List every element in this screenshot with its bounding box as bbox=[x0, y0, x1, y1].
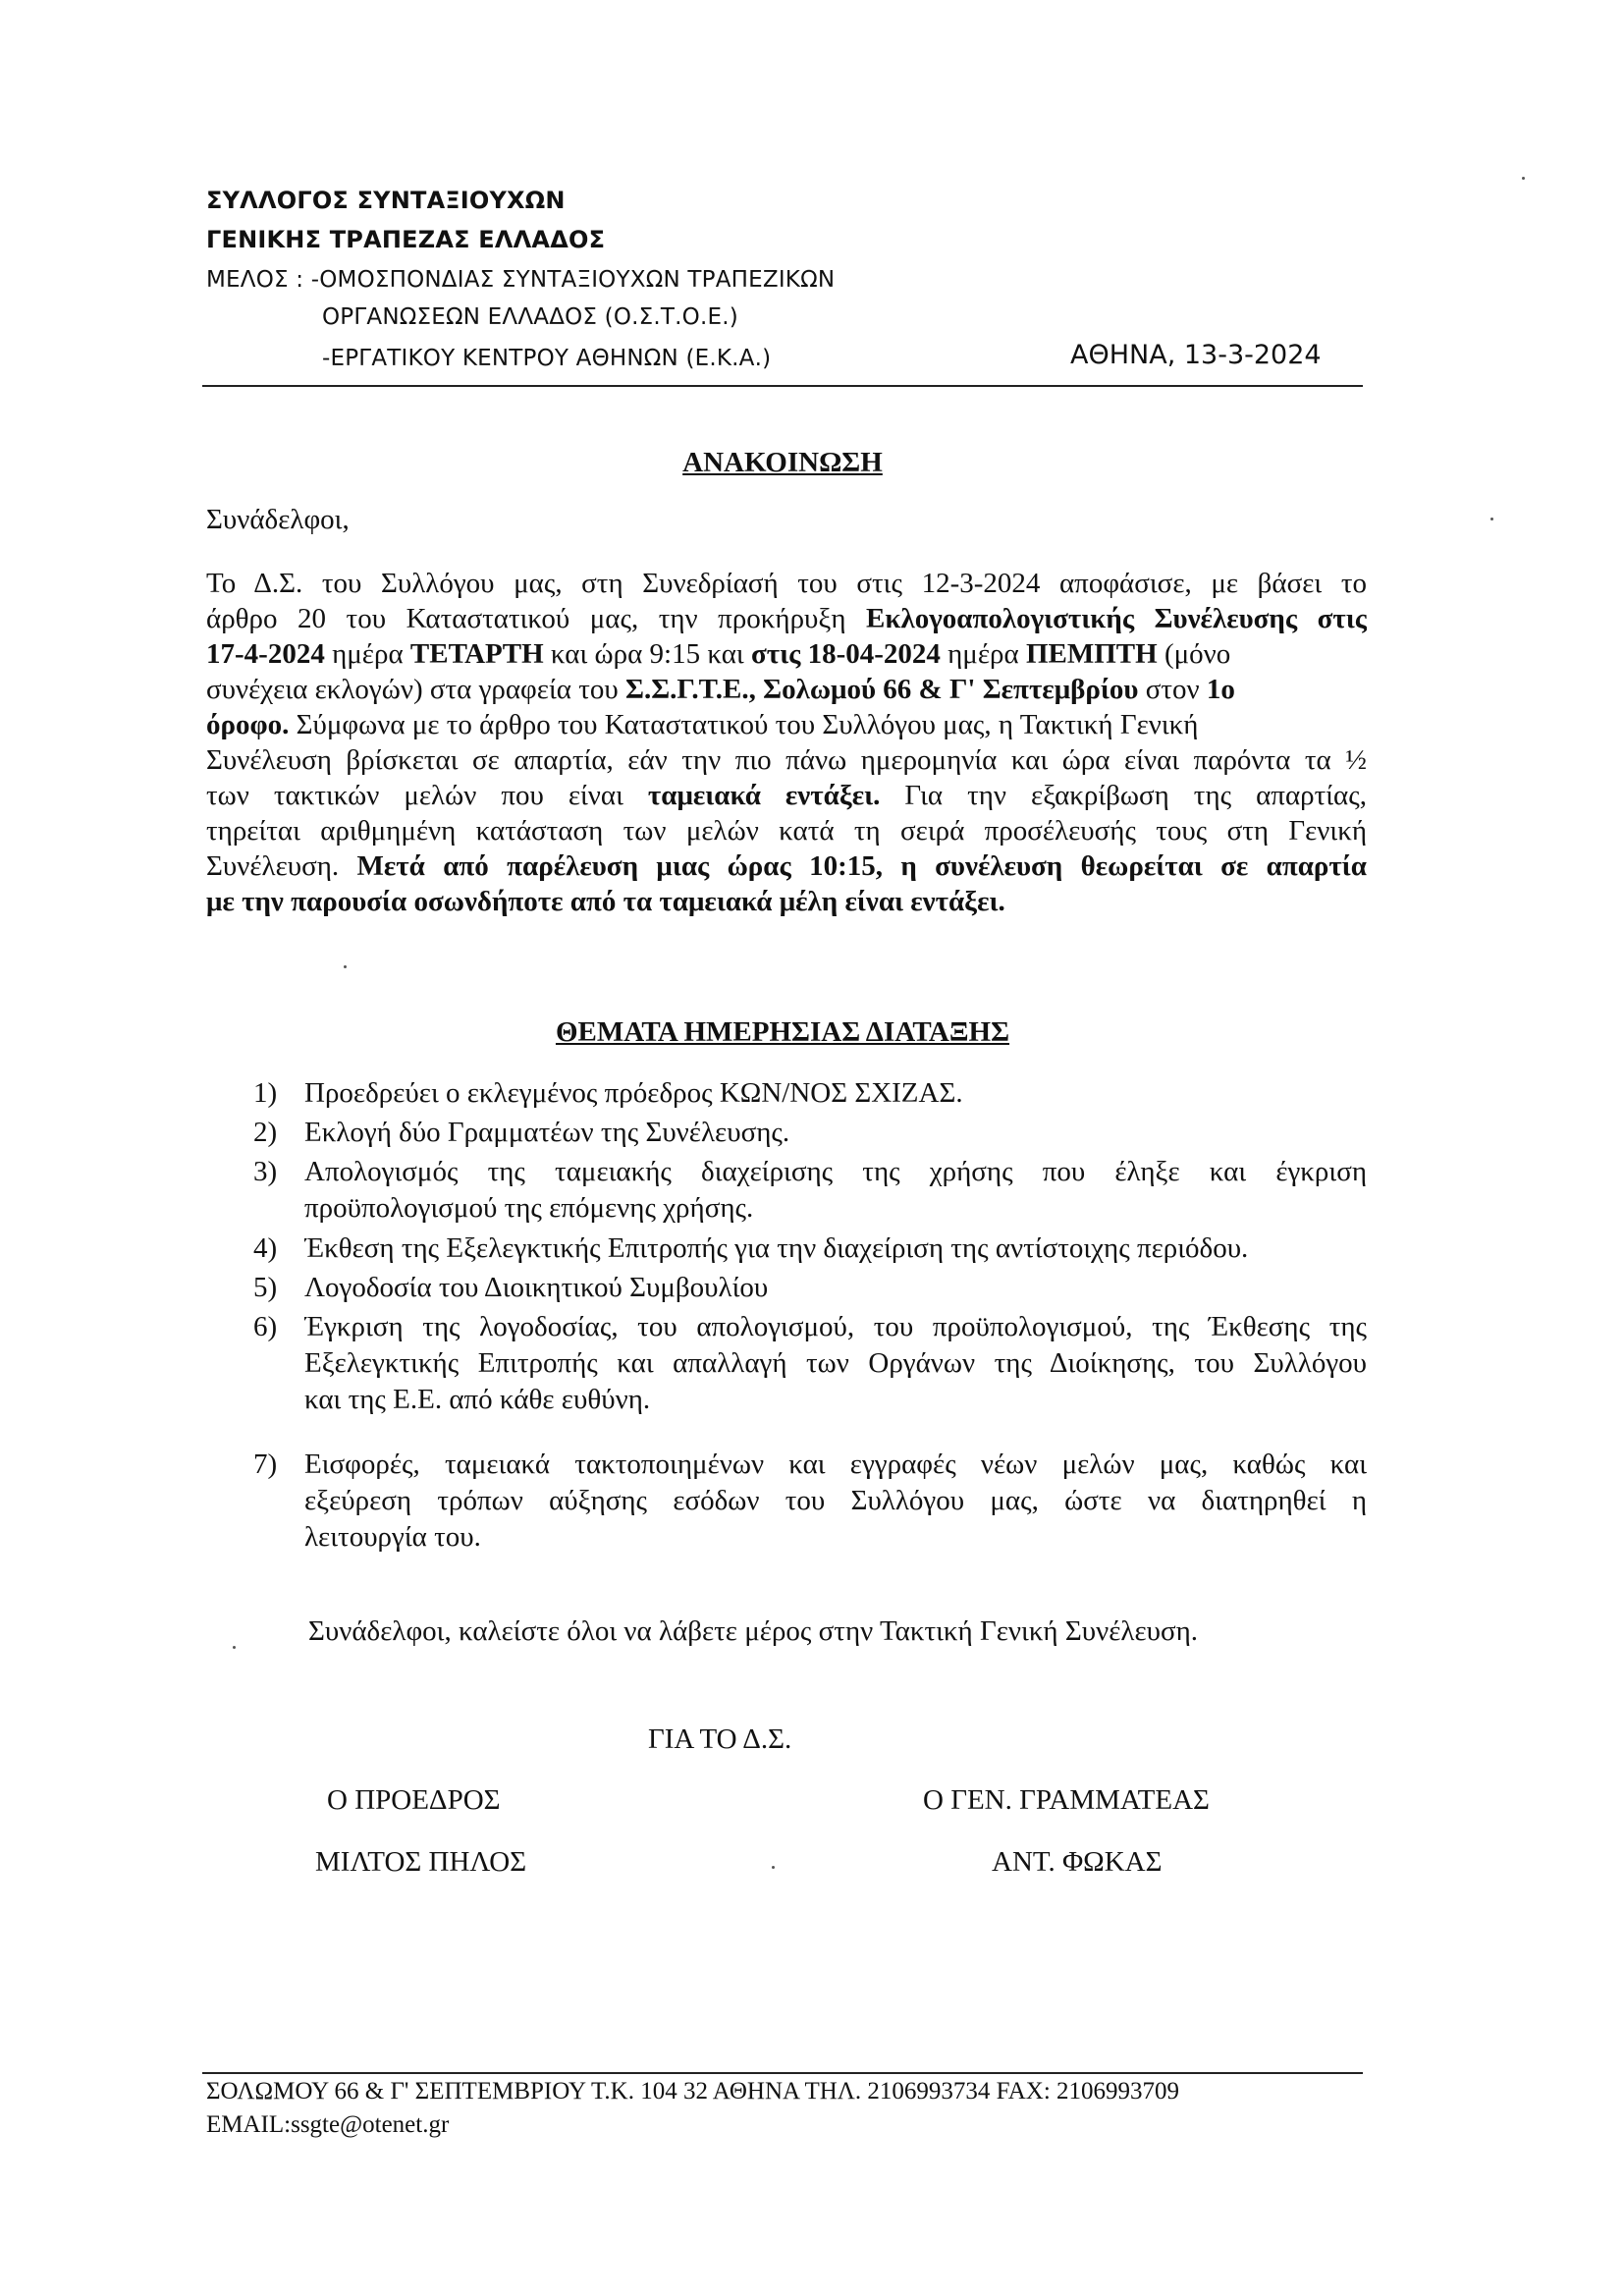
footer-address: ΣΟΛΩΜΟΥ 66 & Γ' ΣΕΠΤΕΜΒΡΙΟΥ Τ.Κ. 104 32 ΑΘΗΝΑ ΤΗΛ. 2106993734 FAX: 2106993709 bbox=[206, 2078, 1180, 2105]
secretary-name: ΑΝΤ. ΦΩΚΑΣ bbox=[992, 1846, 1163, 1878]
scan-speck bbox=[233, 1646, 236, 1649]
first-day: ΤΕΤΑΡΤΗ bbox=[409, 638, 544, 670]
body-line-9: Συνέλευση. Μετά από παρέλευση μιας ώρας 10:15, η συνέλευση θεωρείται σε απαρτία bbox=[206, 850, 1367, 882]
secretary-title: Ο ΓΕΝ. ΓΡΑΜΜΑΤΕΑΣ bbox=[923, 1784, 1210, 1816]
document-page: ΣΥΛΛΟΓΟΣ ΣΥΝΤΑΞΙΟΥΧΩΝ ΓΕΝΙΚΗΣ ΤΡΑΠΕΖΑΣ ΕΛΛΑΔΟΣ ΜΕΛΟΣ : -ΟΜΟΣΠΟΝΔΙΑΣ ΣΥΝΤΑΞΙΟΥΧΩΝ ΤΡΑΠΕΖΙΚΩΝ ΟΡΓΑΝΩΣΕΩΝ ΕΛΛΑΔΟΣ (Ο.Σ.Τ.Ο.Ε.) -ΕΡΓΑΤΙΚΟΥ ΚΕΝΤΡΟΥ ΑΘΗΝΩΝ (Ε.Κ.Α.) ΑΘΗΝΑ, 13-3-2024 ΑΝΑΚΟΙΝΩΣΗ Συνάδελφοι, Το Δ.Σ. του Συλλόγου μας, στη Συνεδρίασή του στις 12-3-2024 αποφάσισε, με βάσει το άρθρο 20 του Καταστατικού μας, την προκήρυξη Εκλογοαπολογιστικής Συνέλευσης στις 17-4-2024 ημέρα ΤΕΤΑΡΤΗ και ώρα 9:15 και στις 18-04-2024 ημέρα ΠΕΜΠΤΗ (μόνο συνέχεια εκλογών) στα γραφεία του Σ.Σ.Γ.Τ.Ε., Σολωμού 66 & Γ' Σεπτεμβρίου στον 1ο όροφο. Σύμφωνα με το άρθρο του Καταστατικού του Συλλόγου μας, η Τακτική Γενική Συνέλευση βρίσκεται σε απαρτία, εάν την πιο πάνω ημερομηνία και ώρα είναι παρόντα τα ½ των τακτικών μελών που είναι ταμειακά εντάξει. Για την εξακρίβωση της απαρτίας, τηρείται αριθμημένη κατάσταση των μελών κατά τη σειρά προσέλευσής τους στη Γενική Συνέλευση. Μετά από παρέλευση μιας ώρας 10:15, η συνέλευση θεωρείται σε απαρτία με την παρουσία οσωνδήποτε από τα ταμειακά μέλη είναι εντάξει. ΘΕΜΑΤΑ ΗΜΕΡΗΣΙΑΣ ΔΙΑΤΑΞΗΣ 1) Προεδρεύει ο εκλεγμένος πρόεδρος ΚΩΝ/ΝΟΣ ΣΧΙΖΑΣ. 2) Εκλογή δύο Γραμματέων της Συνέλευσης. 3) Απολογισμός της ταμειακής διαχείρισης της χρήσης που έληξε και έγκριση προϋπολογισμού της επόμενης χρήσης. 4) Έκθεση της Εξελεγκτικής Επιτροπής για την διαχείριση της αντίστοιχης περιόδου. 5) Λογοδοσία του Διοικητικού Συμβουλίου 6) Έγκριση της λογοδοσίας, του απολογισμού, του προϋπολογισμού, της Έκθεσης της Εξελεγκτικής Επιτροπής και απαλλαγή των Οργάνων της Διοίκησης, του Συλλόγου και της Ε.Ε. από κάθε ευθύνη. 7) Εισφορές, ταμειακά τακτοποιημένων και εγγραφές νέων μελών μας, καθώς και εξεύρεση τρόπων αύξησης εσόδων του Συλλόγου μας, ώστε να διατηρηθεί η λειτουργία του. Συνάδελφοι, καλείστε όλοι να λάβετε μέρος στην Τακτική Γενική Συνέλευση. ΓΙΑ ΤΟ Δ.Σ. Ο ΠΡΟΕΔΡΟΣ Ο ΓΕΝ. ΓΡΑΜΜΑΤΕΑΣ ΜΙΛΤΟΣ ΠΗΛΟΣ ΑΝΤ. ΦΩΚΑΣ ΣΟΛΩΜΟΥ 66 & Γ' ΣΕΠΤΕΜΒΡΙΟΥ Τ.Κ. 104 32 ΑΘΗΝΑ ΤΗΛ. 2106993734 FAX: 2106993709 EMAIL:ssgte@otenet.gr bbox=[0, 0, 1624, 2296]
scan-speck bbox=[1522, 177, 1525, 180]
body-line-6: Συνέλευση βρίσκεται σε απαρτία, εάν την πιο πάνω ημερομηνία και ώρα είναι παρόντα τα ½ bbox=[206, 744, 1367, 776]
membership-line3: -ΕΡΓΑΤΙΚΟΥ ΚΕΝΤΡΟΥ ΑΘΗΝΩΝ (Ε.Κ.Α.) bbox=[322, 346, 772, 371]
org-name-line1: ΣΥΛΛΟΓΟΣ ΣΥΝΤΑΞΙΟΥΧΩΝ bbox=[206, 187, 566, 214]
scan-speck bbox=[1490, 518, 1493, 520]
body-line-4: συνέχεια εκλογών) στα γραφεία του Σ.Σ.Γ.Τ.Ε., Σολωμού 66 & Γ' Σεπτεμβρίου στον 1ο bbox=[206, 674, 1235, 705]
membership-line1: ΜΕΛΟΣ : -ΟΜΟΣΠΟΝΔΙΑΣ ΣΥΝΤΑΞΙΟΥΧΩΝ ΤΡΑΠΕΖΙΚΩΝ bbox=[206, 267, 836, 293]
president-title: Ο ΠΡΟΕΔΡΟΣ bbox=[327, 1784, 501, 1816]
body-line-7: των τακτικών μελών που είναι ταμειακά εντάξει. Για την εξακρίβωση της απαρτίας, bbox=[206, 780, 1367, 811]
membership-line2: ΟΡΓΑΝΩΣΕΩΝ ΕΛΛΑΔΟΣ (Ο.Σ.Τ.Ο.Ε.) bbox=[322, 304, 738, 330]
scan-speck bbox=[772, 1866, 775, 1869]
first-date: 17-4-2024 bbox=[206, 638, 325, 670]
closing-invitation: Συνάδελφοι, καλείστε όλοι να λάβετε μέρος στην Τακτική Γενική Συνέλευση. bbox=[308, 1615, 1199, 1647]
header-divider bbox=[202, 385, 1363, 387]
announcement-title: ΑΝΑΚΟΙΝΩΣΗ bbox=[682, 447, 883, 478]
second-day: ΠΕΜΠΤΗ bbox=[1025, 638, 1158, 670]
scan-speck bbox=[344, 965, 347, 968]
document-date: ΑΘΗΝΑ, 13-3-2024 bbox=[1070, 340, 1322, 370]
for-board-label: ΓΙΑ ΤΟ Δ.Σ. bbox=[648, 1723, 792, 1755]
org-name-line2: ΓΕΝΙΚΗΣ ΤΡΑΠΕΖΑΣ ΕΛΛΑΔΟΣ bbox=[206, 226, 606, 253]
president-name: ΜΙΛΤΟΣ ΠΗΛΟΣ bbox=[315, 1846, 527, 1878]
body-line-1: Το Δ.Σ. του Συλλόγου μας, στη Συνεδρίασή του στις 12-3-2024 αποφάσισε, με βάσει το bbox=[206, 568, 1367, 599]
quorum-note: Μετά από παρέλευση μιας ώρας 10:15, η συνέλευση θεωρείται σε απαρτία bbox=[356, 850, 1367, 882]
assembly-type: Εκλογοαπολογιστικής Συνέλευσης στις bbox=[866, 603, 1367, 634]
body-line-10: με την παρουσία οσωνδήποτε από τα ταμειακά μέλη είναι εντάξει. bbox=[206, 886, 1005, 917]
body-line-8: τηρείται αριθμημένη κατάσταση των μελών κατά τη σειρά προσέλευσής τους στη Γενική bbox=[206, 815, 1367, 847]
greeting: Συνάδελφοι, bbox=[206, 504, 350, 535]
agenda-title: ΘΕΜΑΤΑ ΗΜΕΡΗΣΙΑΣ ΔΙΑΤΑΞΗΣ bbox=[555, 1016, 1010, 1048]
body-line-5: όροφο. Σύμφωνα με το άρθρο του Καταστατικού του Συλλόγου μας, η Τακτική Γενική bbox=[206, 709, 1199, 740]
footer-email: EMAIL:ssgte@otenet.gr bbox=[206, 2111, 450, 2138]
meeting-address: Σ.Σ.Γ.Τ.Ε., Σολωμού 66 & Γ' Σεπτεμβρίου bbox=[625, 674, 1139, 705]
footer-divider bbox=[202, 2072, 1363, 2074]
paid-members-note: ταμειακά εντάξει. bbox=[647, 780, 881, 811]
body-line-3: 17-4-2024 ημέρα ΤΕΤΑΡΤΗ και ώρα 9:15 και στις 18-04-2024 ημέρα ΠΕΜΠΤΗ (μόνο bbox=[206, 638, 1231, 670]
body-line-2: άρθρο 20 του Καταστατικού μας, την προκήρυξη Εκλογοαπολογιστικής Συνέλευσης στις bbox=[206, 603, 1367, 634]
second-date: στις 18-04-2024 bbox=[750, 638, 941, 670]
